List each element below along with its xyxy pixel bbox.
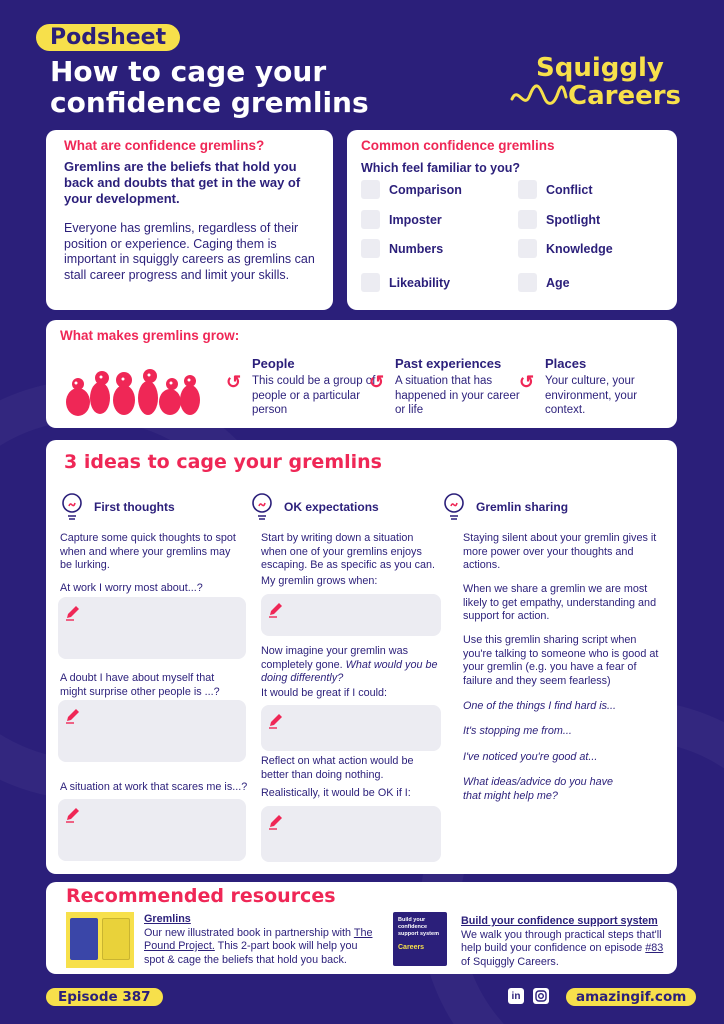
website-link[interactable]: amazingif.com: [566, 988, 696, 1006]
ok-prompt-1: My gremlin grows when:: [261, 575, 378, 587]
podsheet-tag: Podsheet: [36, 24, 180, 51]
thumb-text: Build your confidence support system: [398, 917, 439, 937]
checkbox-knowledge[interactable]: [518, 239, 613, 258]
ok-answer-field-1[interactable]: [261, 594, 441, 636]
sharing-script-2: It's stopping me from...: [463, 725, 572, 737]
squiggle-icon: [510, 83, 568, 109]
grow-item-people: [252, 356, 377, 418]
logo-line2: Careers: [568, 81, 682, 111]
common-subheading: Which feel familiar to you?: [361, 161, 521, 175]
grow-item-past-experiences: [395, 356, 520, 418]
grow-item-desc: This could be a group of people or a particular person: [252, 375, 376, 416]
episode-83-link[interactable]: #83: [645, 942, 664, 954]
lightbulb-icon: [442, 492, 466, 522]
sharing-script-1: One of the things I find hard is...: [463, 700, 617, 712]
ok-expectations-column: [250, 490, 436, 524]
checkbox-label: Imposter: [389, 212, 442, 227]
linkedin-icon[interactable]: [508, 988, 524, 1004]
pencil-icon: [64, 706, 82, 724]
first-answer-field-3[interactable]: [58, 799, 246, 861]
gremlin-sharing-title: Gremlin sharing: [476, 500, 569, 514]
swirl-arrow-icon: ↺: [226, 372, 242, 392]
checkbox-label: Conflict: [546, 182, 593, 197]
gremlins-illustration: [64, 364, 204, 420]
ok-expectations-title: OK expectations: [284, 500, 379, 514]
first-prompt-3: A situation at work that scares me is...?: [60, 781, 248, 793]
what-are-body: Everyone has gremlins, regardless of their position or experience. Caging them is important in squiggly careers as gremlins can stall career progress and limit your skills.: [64, 221, 315, 282]
checkbox-box[interactable]: [518, 273, 537, 292]
ok-mid-text: [261, 645, 441, 686]
grow-item-desc: Your culture, your environment, your context.: [545, 375, 638, 416]
sharing-script-4: What ideas/advice do you have that might help me?: [463, 776, 614, 802]
book-cover-blue: [70, 918, 98, 960]
first-thoughts-column: [60, 490, 246, 524]
ok-answer-field-3[interactable]: [261, 806, 441, 862]
pencil-icon: [267, 711, 285, 729]
pencil-icon: [267, 600, 285, 618]
checkbox-spotlight[interactable]: [518, 210, 600, 229]
checkbox-label: Knowledge: [546, 241, 613, 256]
checkbox-box[interactable]: [361, 180, 380, 199]
checkbox-label: Likeability: [389, 275, 451, 290]
resources-heading: Recommended resources: [66, 885, 336, 907]
pound-project-link[interactable]: The Pound Project.: [144, 926, 373, 952]
checkbox-box[interactable]: [361, 239, 380, 258]
pencil-icon: [267, 812, 285, 830]
swirl-arrow-icon: ↺: [369, 372, 385, 392]
ok-prompt-3: Realistically, it would be OK if I:: [261, 787, 411, 799]
sharing-p1: Staying silent about your gremlin gives it more power over your thoughts and actions.: [463, 532, 657, 571]
resource-gremlins: [144, 913, 374, 967]
episode-thumb[interactable]: [393, 912, 447, 966]
resource-gremlins-desc: [144, 927, 374, 968]
pencil-icon: [64, 603, 82, 621]
resource-confidence-title[interactable]: Build your confidence support system: [461, 915, 658, 927]
checkbox-box[interactable]: [361, 273, 380, 292]
resource-confidence-text-b: of Squiggly Careers.: [461, 955, 559, 968]
linkedin-glyph: in: [511, 990, 521, 1002]
book-cover-yellow: [102, 918, 130, 960]
ideas-heading: 3 ideas to cage your gremlins: [64, 451, 382, 473]
gremlins-book-thumb[interactable]: [66, 912, 134, 968]
what-are-card: [46, 130, 333, 310]
grow-item-title: Places: [545, 356, 587, 371]
lightbulb-icon: [60, 492, 84, 522]
sharing-p2: When we share a gremlin we are most likely to get empathy, understanding and support for action.: [463, 583, 657, 622]
instagram-glyph: [535, 990, 547, 1002]
swirl-arrow-icon: ↺: [519, 372, 535, 392]
checkbox-likeability[interactable]: [361, 273, 450, 292]
pencil-icon: [64, 805, 82, 823]
common-heading: Common confidence gremlins: [361, 138, 555, 153]
ok-mid-plain: Now imagine your gremlin was completely gone.: [261, 645, 409, 671]
sharing-script-3: I've noticed you're good at...: [463, 751, 598, 763]
squiggly-careers-logo: [510, 54, 681, 110]
checkbox-box[interactable]: [518, 180, 537, 199]
ideas-card: [46, 440, 677, 874]
sharing-p3: Use this gremlin sharing script when you're talking to someone who is good at your gremlin (e.g. you have a fear of failure and they seem fearless): [463, 634, 659, 687]
grow-heading: What makes gremlins grow:: [60, 328, 240, 343]
ok-mid-italic: What would you be doing differently?: [261, 658, 438, 684]
lightbulb-icon: [250, 492, 274, 522]
first-answer-field-2[interactable]: [58, 700, 246, 762]
page-title: How to cage your confidence gremlins: [50, 55, 369, 119]
first-prompt-1: At work I worry most about...?: [60, 582, 203, 594]
first-thoughts-title: First thoughts: [94, 500, 175, 514]
checkbox-numbers[interactable]: [361, 239, 443, 258]
what-are-bold-text: Gremlins are the beliefs that hold you back and doubts that get in the way of your development.: [64, 159, 301, 206]
grow-item-title: People: [252, 356, 295, 371]
resource-confidence: [461, 915, 671, 969]
checkbox-conflict[interactable]: [518, 180, 593, 199]
checkbox-label: Numbers: [389, 241, 444, 256]
checkbox-label: Age: [546, 275, 570, 290]
resource-gremlins-text-a: Our new illustrated book in partnership with: [144, 926, 352, 939]
gremlin-sharing-column: [442, 490, 628, 524]
checkbox-box[interactable]: [518, 210, 537, 229]
grow-item-title: Past experiences: [395, 356, 502, 371]
resource-gremlins-text-b: This 2-part book will help you spot & cage the beliefs that hold you back.: [144, 940, 358, 966]
ok-prompt-2: It would be great if I could:: [261, 687, 388, 699]
ok-reflect: Reflect on what action would be better than doing nothing.: [261, 755, 414, 781]
logo-line1: Squiggly: [536, 53, 664, 83]
what-are-heading: What are confidence gremlins?: [64, 138, 265, 153]
checkbox-label: Spotlight: [546, 212, 601, 227]
episode-badge: Episode 387: [46, 988, 163, 1006]
instagram-icon[interactable]: [533, 988, 549, 1004]
first-thoughts-intro: Capture some quick thoughts to spot when and where your gremlins may be lurking.: [60, 532, 236, 571]
resource-confidence-desc: [461, 929, 671, 970]
checkbox-imposter[interactable]: [361, 210, 442, 229]
first-answer-field-1[interactable]: [58, 597, 246, 659]
checkbox-age[interactable]: [518, 273, 570, 292]
grow-item-places: [545, 356, 670, 418]
grow-item-desc: A situation that has happened in your career or life: [395, 375, 520, 416]
checkbox-comparison[interactable]: [361, 180, 462, 199]
checkbox-box[interactable]: [518, 239, 537, 258]
resource-gremlins-title[interactable]: Gremlins: [144, 913, 191, 925]
common-gremlins-card: [347, 130, 677, 310]
ok-answer-field-2[interactable]: [261, 705, 441, 751]
thumb-brand: Careers: [398, 944, 425, 951]
checkbox-label: Comparison: [389, 182, 462, 197]
ok-intro: Start by writing down a situation when one of your gremlins enjoys escaping. Be as specific as you can.: [261, 532, 436, 571]
grow-card: [46, 320, 677, 428]
resource-confidence-text-a: We walk you through practical steps that'll help build your confidence on episode: [461, 928, 662, 954]
first-prompt-2: A doubt I have about myself that might surprise other people is ...?: [60, 672, 220, 698]
checkbox-box[interactable]: [361, 210, 380, 229]
resources-card: [46, 882, 677, 974]
